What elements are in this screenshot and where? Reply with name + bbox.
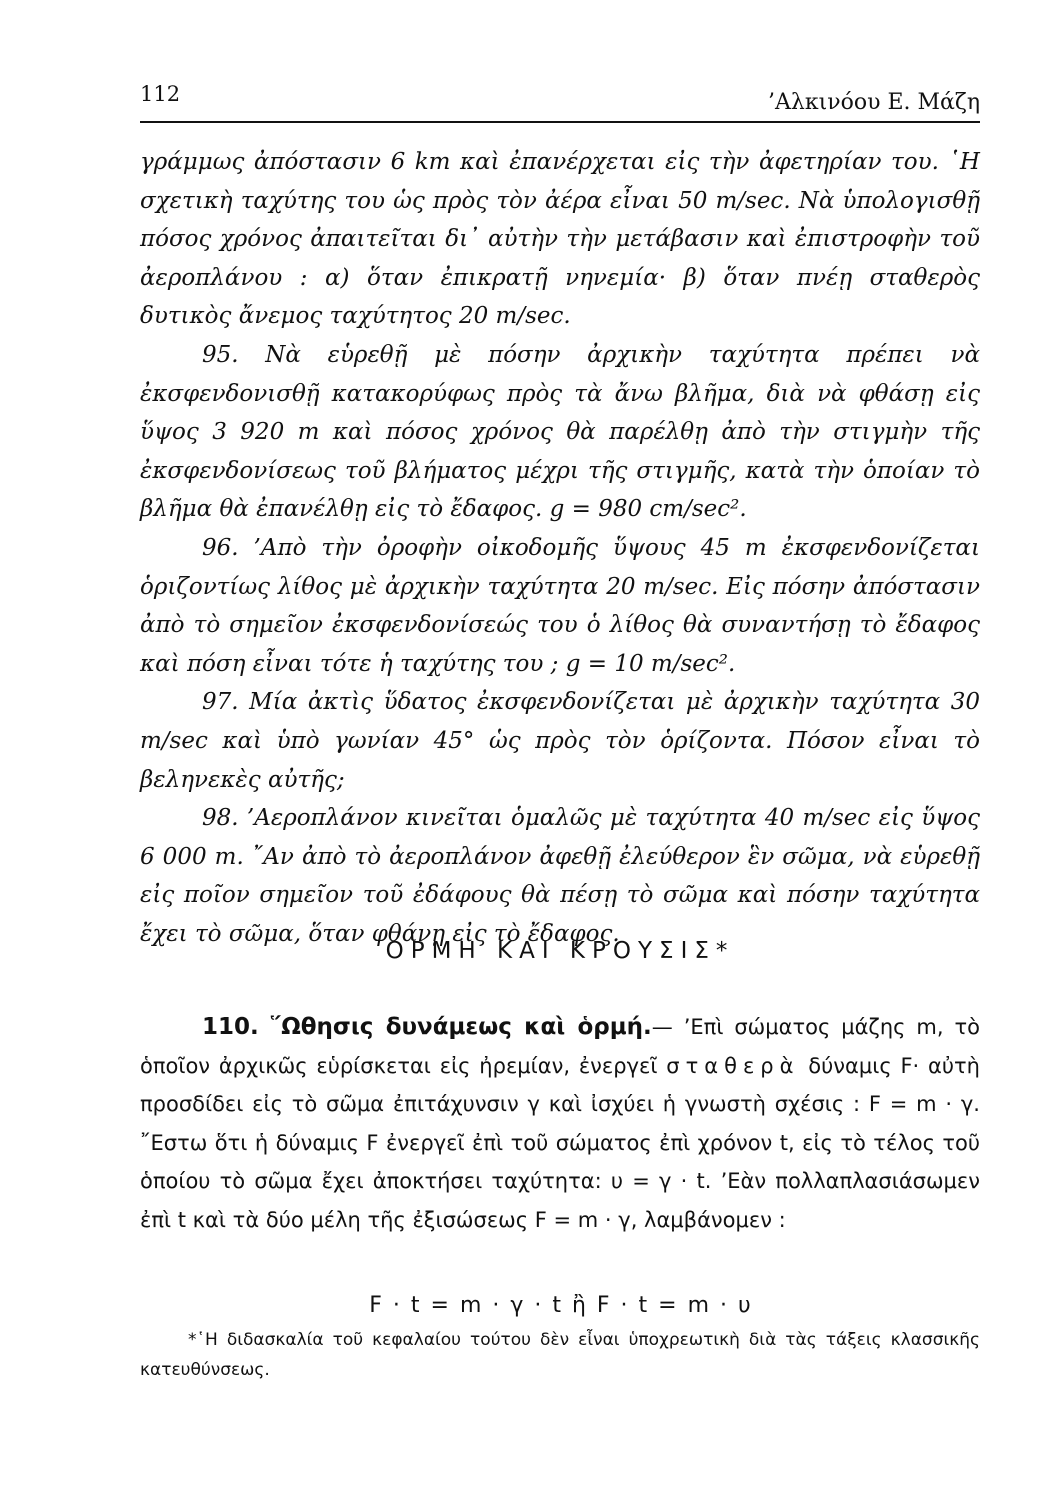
page-header xyxy=(140,78,980,118)
paragraph-text-1: — ’Επὶ σώματος μάζης m, τὸ ὁποῖον ἀρχικῶς εὑρίσκεται εἰς ἠρεμίαν, ἐνεργεῖ xyxy=(140,1015,980,1078)
impulse-formula: F · t = m · γ · t ἢ F · t = m · υ xyxy=(369,1293,751,1318)
spaced-emphasis: σταθερὰ xyxy=(666,1053,800,1078)
running-head: ’Αλκινόου Ε. Μάζη xyxy=(768,90,980,115)
footnote xyxy=(140,1325,980,1385)
section-110-paragraph xyxy=(140,1008,980,1239)
exercise-97: 97. Μία ἀκτὶς ὕδατος ἐκσφενδονίζεται μὲ ἀρχικὴν ταχύτητα 30 m/sec καὶ ὑπὸ γωνίαν 45° ὡς πρὸς τὸν ὁρίζοντα. Πόσον εἶναι τὸ βεληνεκὲς αὐτῆς; xyxy=(140,689,980,793)
exercise-94-continued: γράμμως ἀπόστασιν 6 km καὶ ἐπανέρχεται εἰς τὴν ἀφετηρίαν του. ῾Η σχετικὴ ταχύτης του ὡς πρὸς τὸν ἀέρα εἶναι 50 m/sec. Νὰ ὑπολογισθῇ πόσος χρόνος ἀπαιτεῖται δι᾽ αὐτὴν τὴν μετάβασιν καὶ ἐπιστροφὴν τοῦ ἀεροπλάνου : α) ὅταν ἐπικρατῇ νηνεμία· β) ὅταν πνέῃ σταθερὸς δυτικὸς ἄνεμος ταχύτητος 20 m/sec. xyxy=(140,149,980,330)
header-rule xyxy=(140,121,980,123)
section-heading: ΟΡΜΗ ΚΑΙ ΚΡΟΥΣΙΣ* xyxy=(385,938,735,964)
exercise-98: 98. ’Αεροπλάνον κινεῖται ὁμαλῶς μὲ ταχύτητα 40 m/sec εἰς ὕψος 6 000 m. ῎Αν ἀπὸ τὸ ἀεροπλάνον ἀφεθῇ ἐλεύθερον ἓν σῶμα, νὰ εὑρεθῇ εἰς ποῖον σημεῖον τοῦ ἐδάφους θὰ πέσῃ τὸ σῶμα καὶ πόσην ταχύτητα ἔχει τὸ σῶμα, ὅταν φθάνῃ εἰς τὸ ἔδαφος. xyxy=(140,805,980,947)
subsection-title: ῞Ωθησις δυνάμεως καὶ ὁρμή. xyxy=(269,1014,652,1040)
paragraph-text-2: δύναμις F· αὐτὴ προσδίδει εἰς τὸ σῶμα ἐπιτάχυνσιν γ καὶ ἰσχύει ἡ γνωστὴ σχέσις : F = m · γ. ῎Εστω ὅτι ἡ δύναμις F ἐνεργεῖ ἐπὶ τοῦ σώματος ἐπὶ χρόνον t, εἰς τὸ τέλος τοῦ ὁποίου τὸ σῶμα ἔχει ἀποκτήσει ταχύτητα: υ = γ · t. ’Εὰν πολλαπλασιάσωμεν ἐπὶ t καὶ τὰ δύο μέλη τῆς ἐξισώσεως F = m · γ, λαμβάνομεν : xyxy=(140,1053,980,1232)
exercise-95: 95. Νὰ εὑρεθῇ μὲ πόσην ἀρχικὴν ταχύτητα πρέπει νὰ ἐκσφενδονισθῇ κατακορύφως πρὸς τὰ ἄνω βλῆμα, διὰ νὰ φθάσῃ εἰς ὕψος 3 920 m καὶ πόσος χρόνος θὰ παρέλθῃ ἀπὸ τὴν στιγμὴν τῆς ἐκσφενδονίσεως τοῦ βλήματος μέχρι τῆς στιγμῆς, κατὰ τὴν ὁποίαν τὸ βλῆμα θὰ ἐπανέλθῃ εἰς τὸ ἔδαφος. g = 980 cm/sec². xyxy=(140,341,980,523)
exercise-96: 96. ’Απὸ τὴν ὀροφὴν οἰκοδομῆς ὕψους 45 m ἐκσφενδονίζεται ὁριζοντίως λίθος μὲ ἀρχικὴν ταχύτητα 20 m/sec. Εἰς πόσην ἀπόστασιν ἀπὸ τὸ σημεῖον ἐκσφενδονίσεώς του ὁ λίθος θὰ συναντήσῃ τὸ ἔδαφος καὶ πόση εἶναι τότε ἡ ταχύτης του ; g = 10 m/sec². xyxy=(140,534,980,677)
exercise-list xyxy=(140,143,980,953)
page-number: 112 xyxy=(140,82,181,106)
footnote-text: *῾Η διδασκαλία τοῦ κεφαλαίου τούτου δὲν εἶναι ὑποχρεωτικὴ διὰ τὰς τάξεις κλασσικῆς κατευθύνσεως. xyxy=(140,1330,980,1380)
subsection-number: 110. xyxy=(202,1014,259,1040)
section-body xyxy=(140,1008,980,1239)
